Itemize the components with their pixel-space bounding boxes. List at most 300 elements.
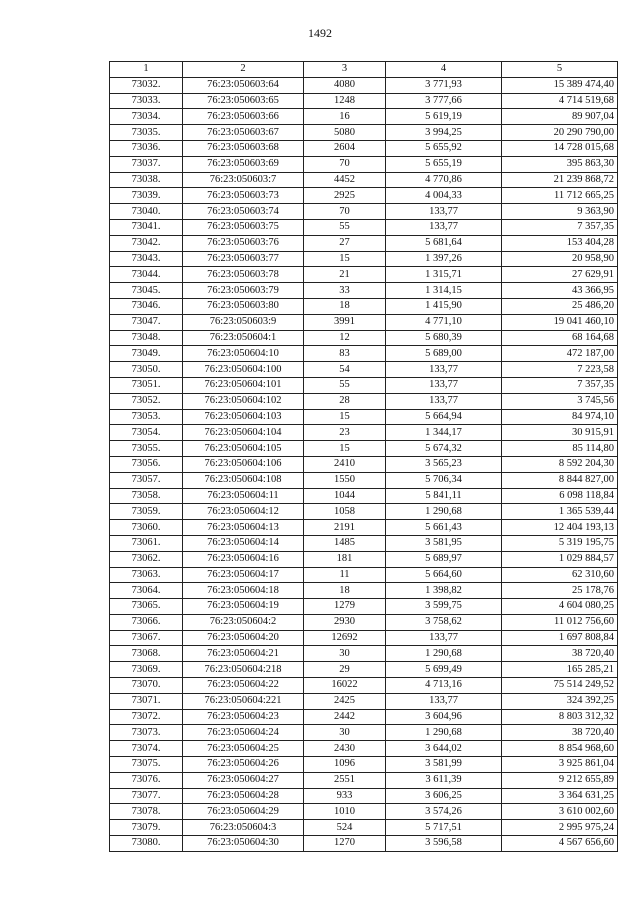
area-cell: 1058 [304, 504, 386, 520]
cadastral-number-cell: 76:23:050604:16 [183, 551, 304, 567]
table-row [110, 441, 618, 457]
total-value-cell: 165 285,21 [502, 662, 618, 678]
value-per-unit-cell: 1 290,68 [386, 725, 502, 741]
total-value-cell: 8 803 312,32 [502, 709, 618, 725]
cadastral-number-cell: 76:23:050604:101 [183, 377, 304, 393]
row-number-cell: 73051. [110, 377, 183, 393]
cadastral-number-cell: 76:23:050603:66 [183, 109, 304, 125]
value-per-unit-cell: 3 777,66 [386, 93, 502, 109]
table-row [110, 583, 618, 599]
area-cell: 70 [304, 156, 386, 172]
table-row [110, 393, 618, 409]
cadastral-number-cell: 76:23:050604:26 [183, 757, 304, 773]
table-row [110, 757, 618, 773]
table-row [110, 251, 618, 267]
row-number-cell: 73078. [110, 804, 183, 820]
row-number-cell: 73040. [110, 204, 183, 220]
value-per-unit-cell: 5 655,19 [386, 156, 502, 172]
cadastral-number-cell: 76:23:050604:104 [183, 425, 304, 441]
total-value-cell: 21 239 868,72 [502, 172, 618, 188]
cadastral-number-cell: 76:23:050604:221 [183, 693, 304, 709]
cadastral-number-cell: 76:23:050603:67 [183, 125, 304, 141]
value-per-unit-cell: 4 771,10 [386, 314, 502, 330]
table-row [110, 283, 618, 299]
table-row [110, 346, 618, 362]
column-header: 5 [502, 62, 618, 78]
area-cell: 15 [304, 251, 386, 267]
table-row [110, 630, 618, 646]
table-row [110, 614, 618, 630]
row-number-cell: 73034. [110, 109, 183, 125]
total-value-cell: 8 854 968,60 [502, 741, 618, 757]
value-per-unit-cell: 3 994,25 [386, 125, 502, 141]
table-row [110, 235, 618, 251]
row-number-cell: 73075. [110, 757, 183, 773]
area-cell: 16022 [304, 678, 386, 694]
area-cell: 2930 [304, 614, 386, 630]
area-cell: 21 [304, 267, 386, 283]
table-row [110, 330, 618, 346]
row-number-cell: 73061. [110, 535, 183, 551]
table-row [110, 219, 618, 235]
value-per-unit-cell: 3 574,26 [386, 804, 502, 820]
value-per-unit-cell: 1 344,17 [386, 425, 502, 441]
value-per-unit-cell: 5 717,51 [386, 820, 502, 836]
cadastral-number-cell: 76:23:050604:218 [183, 662, 304, 678]
header-row [110, 62, 618, 78]
area-cell: 1096 [304, 757, 386, 773]
total-value-cell: 19 041 460,10 [502, 314, 618, 330]
area-cell: 11 [304, 567, 386, 583]
value-per-unit-cell: 5 680,39 [386, 330, 502, 346]
cadastral-number-cell: 76:23:050604:19 [183, 599, 304, 615]
total-value-cell: 84 974,10 [502, 409, 618, 425]
cadastral-number-cell: 76:23:050604:27 [183, 772, 304, 788]
table-row [110, 362, 618, 378]
total-value-cell: 5 319 195,75 [502, 535, 618, 551]
area-cell: 70 [304, 204, 386, 220]
cadastral-number-cell: 76:23:050604:22 [183, 678, 304, 694]
cadastral-number-cell: 76:23:050603:80 [183, 298, 304, 314]
area-cell: 181 [304, 551, 386, 567]
value-per-unit-cell: 133,77 [386, 393, 502, 409]
row-number-cell: 73062. [110, 551, 183, 567]
area-cell: 4080 [304, 77, 386, 93]
total-value-cell: 38 720,40 [502, 646, 618, 662]
row-number-cell: 73041. [110, 219, 183, 235]
table-row [110, 520, 618, 536]
total-value-cell: 12 404 193,13 [502, 520, 618, 536]
table-row [110, 725, 618, 741]
table-row [110, 662, 618, 678]
area-cell: 33 [304, 283, 386, 299]
row-number-cell: 73050. [110, 362, 183, 378]
table-row [110, 188, 618, 204]
row-number-cell: 73063. [110, 567, 183, 583]
row-number-cell: 73073. [110, 725, 183, 741]
row-number-cell: 73079. [110, 820, 183, 836]
cadastral-number-cell: 76:23:050604:29 [183, 804, 304, 820]
cadastral-number-cell: 76:23:050604:14 [183, 535, 304, 551]
value-per-unit-cell: 5 619,19 [386, 109, 502, 125]
row-number-cell: 73057. [110, 472, 183, 488]
table-row [110, 472, 618, 488]
total-value-cell: 62 310,60 [502, 567, 618, 583]
cadastral-number-cell: 76:23:050603:7 [183, 172, 304, 188]
area-cell: 4452 [304, 172, 386, 188]
total-value-cell: 85 114,80 [502, 441, 618, 457]
total-value-cell: 3 364 631,25 [502, 788, 618, 804]
row-number-cell: 73038. [110, 172, 183, 188]
value-per-unit-cell: 1 290,68 [386, 504, 502, 520]
table-row [110, 93, 618, 109]
cadastral-number-cell: 76:23:050604:17 [183, 567, 304, 583]
total-value-cell: 25 486,20 [502, 298, 618, 314]
area-cell: 12692 [304, 630, 386, 646]
value-per-unit-cell: 5 664,94 [386, 409, 502, 425]
value-per-unit-cell: 5 664,60 [386, 567, 502, 583]
cadastral-number-cell: 76:23:050604:11 [183, 488, 304, 504]
table-row [110, 772, 618, 788]
row-number-cell: 73068. [110, 646, 183, 662]
area-cell: 55 [304, 377, 386, 393]
area-cell: 30 [304, 646, 386, 662]
area-cell: 1485 [304, 535, 386, 551]
table-row [110, 267, 618, 283]
table-row [110, 788, 618, 804]
value-per-unit-cell: 1 314,15 [386, 283, 502, 299]
area-cell: 16 [304, 109, 386, 125]
area-cell: 55 [304, 219, 386, 235]
area-cell: 2430 [304, 741, 386, 757]
value-per-unit-cell: 5 699,49 [386, 662, 502, 678]
value-per-unit-cell: 133,77 [386, 219, 502, 235]
cadastral-number-cell: 76:23:050604:13 [183, 520, 304, 536]
cadastral-number-cell: 76:23:050604:100 [183, 362, 304, 378]
total-value-cell: 11 012 756,60 [502, 614, 618, 630]
total-value-cell: 30 915,91 [502, 425, 618, 441]
row-number-cell: 73047. [110, 314, 183, 330]
total-value-cell: 15 389 474,40 [502, 77, 618, 93]
value-per-unit-cell: 4 713,16 [386, 678, 502, 694]
total-value-cell: 38 720,40 [502, 725, 618, 741]
total-value-cell: 3 610 002,60 [502, 804, 618, 820]
total-value-cell: 3 925 861,04 [502, 757, 618, 773]
total-value-cell: 395 863,30 [502, 156, 618, 172]
cadastral-number-cell: 76:23:050603:65 [183, 93, 304, 109]
area-cell: 30 [304, 725, 386, 741]
row-number-cell: 73045. [110, 283, 183, 299]
cadastral-number-cell: 76:23:050603:77 [183, 251, 304, 267]
table-row [110, 646, 618, 662]
value-per-unit-cell: 133,77 [386, 693, 502, 709]
row-number-cell: 73053. [110, 409, 183, 425]
column-header: 1 [110, 62, 183, 78]
table-row [110, 709, 618, 725]
row-number-cell: 73072. [110, 709, 183, 725]
cadastral-number-cell: 76:23:050604:10 [183, 346, 304, 362]
cadastral-number-cell: 76:23:050604:106 [183, 456, 304, 472]
cadastral-number-cell: 76:23:050604:18 [183, 583, 304, 599]
total-value-cell: 14 728 015,68 [502, 140, 618, 156]
table-body [110, 77, 618, 851]
cadastral-number-cell: 76:23:050604:12 [183, 504, 304, 520]
value-per-unit-cell: 133,77 [386, 362, 502, 378]
cadastral-number-cell: 76:23:050603:78 [183, 267, 304, 283]
row-number-cell: 73048. [110, 330, 183, 346]
table-row [110, 140, 618, 156]
total-value-cell: 20 290 790,00 [502, 125, 618, 141]
area-cell: 2191 [304, 520, 386, 536]
table-row [110, 172, 618, 188]
total-value-cell: 9 363,90 [502, 204, 618, 220]
row-number-cell: 73077. [110, 788, 183, 804]
value-per-unit-cell: 3 606,25 [386, 788, 502, 804]
total-value-cell: 324 392,25 [502, 693, 618, 709]
row-number-cell: 73064. [110, 583, 183, 599]
row-number-cell: 73067. [110, 630, 183, 646]
cadastral-number-cell: 76:23:050604:20 [183, 630, 304, 646]
row-number-cell: 73065. [110, 599, 183, 615]
cadastral-number-cell: 76:23:050603:69 [183, 156, 304, 172]
area-cell: 1010 [304, 804, 386, 820]
table-row [110, 804, 618, 820]
table-row [110, 836, 618, 852]
value-per-unit-cell: 3 565,23 [386, 456, 502, 472]
row-number-cell: 73074. [110, 741, 183, 757]
area-cell: 28 [304, 393, 386, 409]
table-row [110, 409, 618, 425]
cadastral-number-cell: 76:23:050604:21 [183, 646, 304, 662]
area-cell: 1279 [304, 599, 386, 615]
total-value-cell: 6 098 118,84 [502, 488, 618, 504]
area-cell: 54 [304, 362, 386, 378]
area-cell: 2425 [304, 693, 386, 709]
cadastral-number-cell: 76:23:050603:73 [183, 188, 304, 204]
value-per-unit-cell: 3 596,58 [386, 836, 502, 852]
row-number-cell: 73052. [110, 393, 183, 409]
value-per-unit-cell: 3 611,39 [386, 772, 502, 788]
row-number-cell: 73076. [110, 772, 183, 788]
total-value-cell: 8 844 827,00 [502, 472, 618, 488]
total-value-cell: 43 366,95 [502, 283, 618, 299]
total-value-cell: 1 697 808,84 [502, 630, 618, 646]
area-cell: 1270 [304, 836, 386, 852]
row-number-cell: 73037. [110, 156, 183, 172]
total-value-cell: 68 164,68 [502, 330, 618, 346]
table-row [110, 599, 618, 615]
cadastral-number-cell: 76:23:050604:1 [183, 330, 304, 346]
value-per-unit-cell: 133,77 [386, 377, 502, 393]
row-number-cell: 73035. [110, 125, 183, 141]
area-cell: 524 [304, 820, 386, 836]
value-per-unit-cell: 4 004,33 [386, 188, 502, 204]
cadastral-number-cell: 76:23:050604:23 [183, 709, 304, 725]
value-per-unit-cell: 3 644,02 [386, 741, 502, 757]
cadastral-number-cell: 76:23:050604:30 [183, 836, 304, 852]
table-row [110, 204, 618, 220]
total-value-cell: 7 357,35 [502, 377, 618, 393]
cadastral-number-cell: 76:23:050604:108 [183, 472, 304, 488]
table-row [110, 314, 618, 330]
total-value-cell: 472 187,00 [502, 346, 618, 362]
table-row [110, 488, 618, 504]
value-per-unit-cell: 1 290,68 [386, 646, 502, 662]
area-cell: 1044 [304, 488, 386, 504]
cadastral-number-cell: 76:23:050603:68 [183, 140, 304, 156]
area-cell: 2442 [304, 709, 386, 725]
table-row [110, 156, 618, 172]
row-number-cell: 73042. [110, 235, 183, 251]
area-cell: 2551 [304, 772, 386, 788]
value-per-unit-cell: 1 398,82 [386, 583, 502, 599]
table-row [110, 504, 618, 520]
area-cell: 933 [304, 788, 386, 804]
area-cell: 15 [304, 409, 386, 425]
value-per-unit-cell: 5 706,34 [386, 472, 502, 488]
value-per-unit-cell: 3 758,62 [386, 614, 502, 630]
row-number-cell: 73056. [110, 456, 183, 472]
table-row [110, 693, 618, 709]
table-row [110, 298, 618, 314]
value-per-unit-cell: 1 415,90 [386, 298, 502, 314]
value-per-unit-cell: 1 315,71 [386, 267, 502, 283]
row-number-cell: 73055. [110, 441, 183, 457]
row-number-cell: 73080. [110, 836, 183, 852]
value-per-unit-cell: 5 661,43 [386, 520, 502, 536]
total-value-cell: 4 714 519,68 [502, 93, 618, 109]
area-cell: 1248 [304, 93, 386, 109]
row-number-cell: 73032. [110, 77, 183, 93]
value-per-unit-cell: 3 771,93 [386, 77, 502, 93]
area-cell: 18 [304, 298, 386, 314]
table-row [110, 820, 618, 836]
value-per-unit-cell: 1 397,26 [386, 251, 502, 267]
area-cell: 29 [304, 662, 386, 678]
value-per-unit-cell: 133,77 [386, 204, 502, 220]
table-row [110, 551, 618, 567]
value-per-unit-cell: 4 770,86 [386, 172, 502, 188]
total-value-cell: 3 745,56 [502, 393, 618, 409]
area-cell: 5080 [304, 125, 386, 141]
area-cell: 2410 [304, 456, 386, 472]
area-cell: 18 [304, 583, 386, 599]
table-row [110, 741, 618, 757]
total-value-cell: 25 178,76 [502, 583, 618, 599]
cadastral-number-cell: 76:23:050604:25 [183, 741, 304, 757]
data-table [109, 61, 618, 852]
total-value-cell: 7 357,35 [502, 219, 618, 235]
cadastral-number-cell: 76:23:050604:102 [183, 393, 304, 409]
total-value-cell: 20 958,90 [502, 251, 618, 267]
area-cell: 23 [304, 425, 386, 441]
cadastral-number-cell: 76:23:050603:74 [183, 204, 304, 220]
total-value-cell: 2 995 975,24 [502, 820, 618, 836]
cadastral-number-cell: 76:23:050603:75 [183, 219, 304, 235]
total-value-cell: 153 404,28 [502, 235, 618, 251]
value-per-unit-cell: 3 599,75 [386, 599, 502, 615]
total-value-cell: 9 212 655,89 [502, 772, 618, 788]
total-value-cell: 1 029 884,57 [502, 551, 618, 567]
cadastral-number-cell: 76:23:050603:76 [183, 235, 304, 251]
area-cell: 3991 [304, 314, 386, 330]
cadastral-number-cell: 76:23:050604:105 [183, 441, 304, 457]
total-value-cell: 8 592 204,30 [502, 456, 618, 472]
table-row [110, 77, 618, 93]
cadastral-number-cell: 76:23:050603:79 [183, 283, 304, 299]
value-per-unit-cell: 5 655,92 [386, 140, 502, 156]
row-number-cell: 73054. [110, 425, 183, 441]
area-cell: 83 [304, 346, 386, 362]
total-value-cell: 4 567 656,60 [502, 836, 618, 852]
row-number-cell: 73049. [110, 346, 183, 362]
area-cell: 27 [304, 235, 386, 251]
row-number-cell: 73069. [110, 662, 183, 678]
value-per-unit-cell: 133,77 [386, 630, 502, 646]
row-number-cell: 73071. [110, 693, 183, 709]
row-number-cell: 73058. [110, 488, 183, 504]
row-number-cell: 73044. [110, 267, 183, 283]
row-number-cell: 73043. [110, 251, 183, 267]
value-per-unit-cell: 3 604,96 [386, 709, 502, 725]
area-cell: 2604 [304, 140, 386, 156]
area-cell: 1550 [304, 472, 386, 488]
row-number-cell: 73060. [110, 520, 183, 536]
total-value-cell: 75 514 249,52 [502, 678, 618, 694]
table-row [110, 425, 618, 441]
cadastral-number-cell: 76:23:050604:2 [183, 614, 304, 630]
cadastral-number-cell: 76:23:050604:103 [183, 409, 304, 425]
row-number-cell: 73046. [110, 298, 183, 314]
table-row [110, 125, 618, 141]
total-value-cell: 11 712 665,25 [502, 188, 618, 204]
column-header: 4 [386, 62, 502, 78]
table-row [110, 456, 618, 472]
column-header: 2 [183, 62, 304, 78]
page-number: 1492 [308, 26, 332, 40]
cadastral-number-cell: 76:23:050604:28 [183, 788, 304, 804]
total-value-cell: 4 604 080,25 [502, 599, 618, 615]
area-cell: 15 [304, 441, 386, 457]
table-row [110, 109, 618, 125]
table-row [110, 377, 618, 393]
table-row [110, 535, 618, 551]
total-value-cell: 89 907,04 [502, 109, 618, 125]
area-cell: 12 [304, 330, 386, 346]
column-header: 3 [304, 62, 386, 78]
value-per-unit-cell: 5 681,64 [386, 235, 502, 251]
cadastral-number-cell: 76:23:050604:3 [183, 820, 304, 836]
row-number-cell: 73066. [110, 614, 183, 630]
area-cell: 2925 [304, 188, 386, 204]
cadastral-number-cell: 76:23:050604:24 [183, 725, 304, 741]
cadastral-number-cell: 76:23:050603:9 [183, 314, 304, 330]
total-value-cell: 27 629,91 [502, 267, 618, 283]
table-row [110, 567, 618, 583]
value-per-unit-cell: 5 841,11 [386, 488, 502, 504]
row-number-cell: 73036. [110, 140, 183, 156]
value-per-unit-cell: 5 689,97 [386, 551, 502, 567]
row-number-cell: 73033. [110, 93, 183, 109]
row-number-cell: 73070. [110, 678, 183, 694]
value-per-unit-cell: 5 674,32 [386, 441, 502, 457]
row-number-cell: 73039. [110, 188, 183, 204]
value-per-unit-cell: 3 581,99 [386, 757, 502, 773]
row-number-cell: 73059. [110, 504, 183, 520]
value-per-unit-cell: 5 689,00 [386, 346, 502, 362]
table-row [110, 678, 618, 694]
cadastral-number-cell: 76:23:050603:64 [183, 77, 304, 93]
